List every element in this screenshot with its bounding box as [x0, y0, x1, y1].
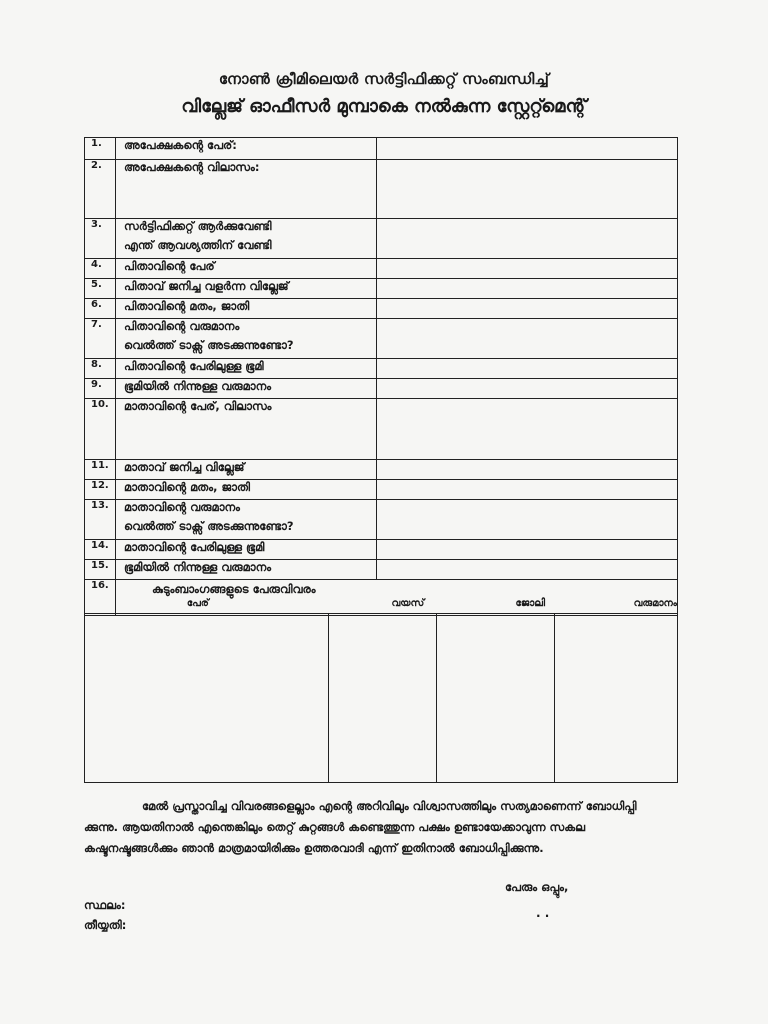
table-row	[85, 399, 678, 460]
value-cell	[377, 500, 678, 540]
signature-label: പേരും ഒപ്പും,	[505, 880, 569, 894]
row-number: 1.	[85, 138, 116, 160]
row-number: 14.	[85, 540, 116, 560]
table-row	[85, 480, 678, 500]
family-job-cell	[437, 614, 555, 783]
value-cell	[377, 379, 678, 399]
form-title-line1: നോൺ ക്രീമിലെയർ സർട്ടിഫിക്കറ്റ് സംബന്ധിച്ച്	[218, 70, 550, 88]
table-row	[85, 540, 678, 560]
declaration-line: മേൽ പ്രസ്താവിച്ച വിവരങ്ങളെല്ലാം എന്റെ അറിവിലും വിശ്വാസത്തിലും സത്യമാണെന്ന് ബോധിപ്പി	[142, 799, 637, 813]
column-header-name: പേര്	[186, 598, 209, 609]
column-header-job: ജോലി	[515, 598, 546, 609]
row-number: 13.	[85, 500, 116, 540]
declaration-line: കഷ്ടനഷ്ടങ്ങൾക്കും ഞാൻ മാത്രമായിരിക്കും ഉത്തരവാദി എന്ന് ഇതിനാൽ ബോധിപ്പിക്കുന്നു.	[84, 841, 544, 855]
row-label: അപേക്ഷകന്റെ പേര്:	[116, 138, 377, 160]
table-row	[85, 219, 678, 259]
row-label: ഭൂമിയിൽ നിന്നുള്ള വരുമാനം	[116, 560, 377, 580]
dots-mark: . .	[536, 906, 550, 920]
value-cell	[377, 540, 678, 560]
table-row	[85, 460, 678, 480]
family-income-cell	[555, 614, 678, 783]
family-column-headers	[116, 598, 677, 614]
table-row	[85, 379, 678, 399]
row-label: പിതാവിന്റെ പേരിലുള്ള ഭൂമി	[116, 359, 377, 379]
table-row	[85, 359, 678, 379]
value-cell	[377, 259, 678, 279]
family-age-cell	[329, 614, 437, 783]
row-number: 3.	[85, 219, 116, 259]
table-row	[85, 560, 678, 580]
row-label: മാതാവിന്റെ പേരിലുള്ള ഭൂമി	[116, 540, 377, 560]
value-cell	[377, 219, 678, 259]
date-label: തീയ്യതി:	[84, 918, 127, 932]
row-number: 11.	[85, 460, 116, 480]
row-number: 6.	[85, 299, 116, 319]
table-row	[85, 160, 678, 219]
family-header-row	[85, 580, 678, 616]
row-label: പിതാവിന്റെ മതം, ജാതി	[116, 299, 377, 319]
value-cell	[377, 359, 678, 379]
row-label	[116, 319, 377, 359]
family-members-row	[85, 614, 678, 783]
family-header-cell	[116, 580, 678, 616]
table-row	[85, 299, 678, 319]
value-cell	[377, 279, 678, 299]
value-cell	[377, 560, 678, 580]
column-header-age: വയസ്	[391, 598, 425, 609]
row-label-line1: പിതാവിന്റെ വരുമാനം	[124, 319, 240, 333]
row-number: 2.	[85, 160, 116, 219]
column-header-income: വരുമാനം	[633, 598, 677, 609]
table-row	[85, 138, 678, 160]
value-cell	[377, 460, 678, 480]
row-label-line2: എന്ത് ആവശ്യത്തിന് വേണ്ടി	[124, 238, 272, 252]
value-cell	[377, 138, 678, 160]
row-label	[116, 219, 377, 259]
row-label-line2: വെൽത്ത് ടാക്സ് അടക്കുന്നുണ്ടോ?	[124, 519, 294, 533]
row-number: 15.	[85, 560, 116, 580]
declaration-line: ക്കുന്നു. ആയതിനാൽ എന്തെങ്കിലും തെറ്റ് കുറ്റങ്ങൾ കണ്ടെത്തുന്ന പക്ഷം ഉണ്ടായേക്കാവുന്ന സകല	[84, 820, 586, 834]
row-number: 16.	[85, 580, 116, 616]
row-number: 8.	[85, 359, 116, 379]
value-cell	[377, 319, 678, 359]
row-label: മാതാവ് ജനിച്ച വില്ലേജ്	[116, 460, 377, 480]
row-label-line1: സർട്ടിഫിക്കറ്റ് ആർക്കുവേണ്ടി	[124, 219, 272, 233]
row-number: 4.	[85, 259, 116, 279]
row-label: പിതാവിന്റെ പേര്	[116, 259, 377, 279]
table-row	[85, 259, 678, 279]
row-number: 12.	[85, 480, 116, 500]
row-label: അപേക്ഷകന്റെ വിലാസം:	[116, 160, 377, 219]
row-label-line2: വെൽത്ത് ടാക്സ് അടക്കുന്നുണ്ടോ?	[124, 338, 294, 352]
value-cell	[377, 399, 678, 460]
family-members-table	[84, 613, 678, 783]
value-cell	[377, 160, 678, 219]
value-cell	[377, 480, 678, 500]
family-title: കുടുംബാംഗങ്ങളുടെ പേരുവിവരം	[152, 582, 316, 596]
declaration-text	[84, 796, 684, 859]
table-row	[85, 500, 678, 540]
row-label: പിതാവ് ജനിച്ച വളർന്ന വില്ലേജ്	[116, 279, 377, 299]
row-label-line1: മാതാവിന്റെ വരുമാനം	[124, 500, 241, 514]
family-name-cell	[85, 614, 329, 783]
row-number: 10.	[85, 399, 116, 460]
form-title-line2: വില്ലേജ് ഓഫീസർ മുമ്പാകെ നൽകുന്ന സ്റ്റേറ്റ്മെന്റ്	[181, 96, 587, 117]
row-label: ഭൂമിയിൽ നിന്നുള്ള വരുമാനം	[116, 379, 377, 399]
table-row	[85, 279, 678, 299]
row-number: 7.	[85, 319, 116, 359]
row-number: 5.	[85, 279, 116, 299]
row-label	[116, 500, 377, 540]
value-cell	[377, 299, 678, 319]
place-label: സ്ഥലം:	[84, 898, 126, 912]
row-label: മാതാവിന്റെ മതം, ജാതി	[116, 480, 377, 500]
row-number: 9.	[85, 379, 116, 399]
table-row	[85, 319, 678, 359]
statement-table	[84, 137, 678, 616]
row-label: മാതാവിന്റെ പേര്, വിലാസം	[116, 399, 377, 460]
